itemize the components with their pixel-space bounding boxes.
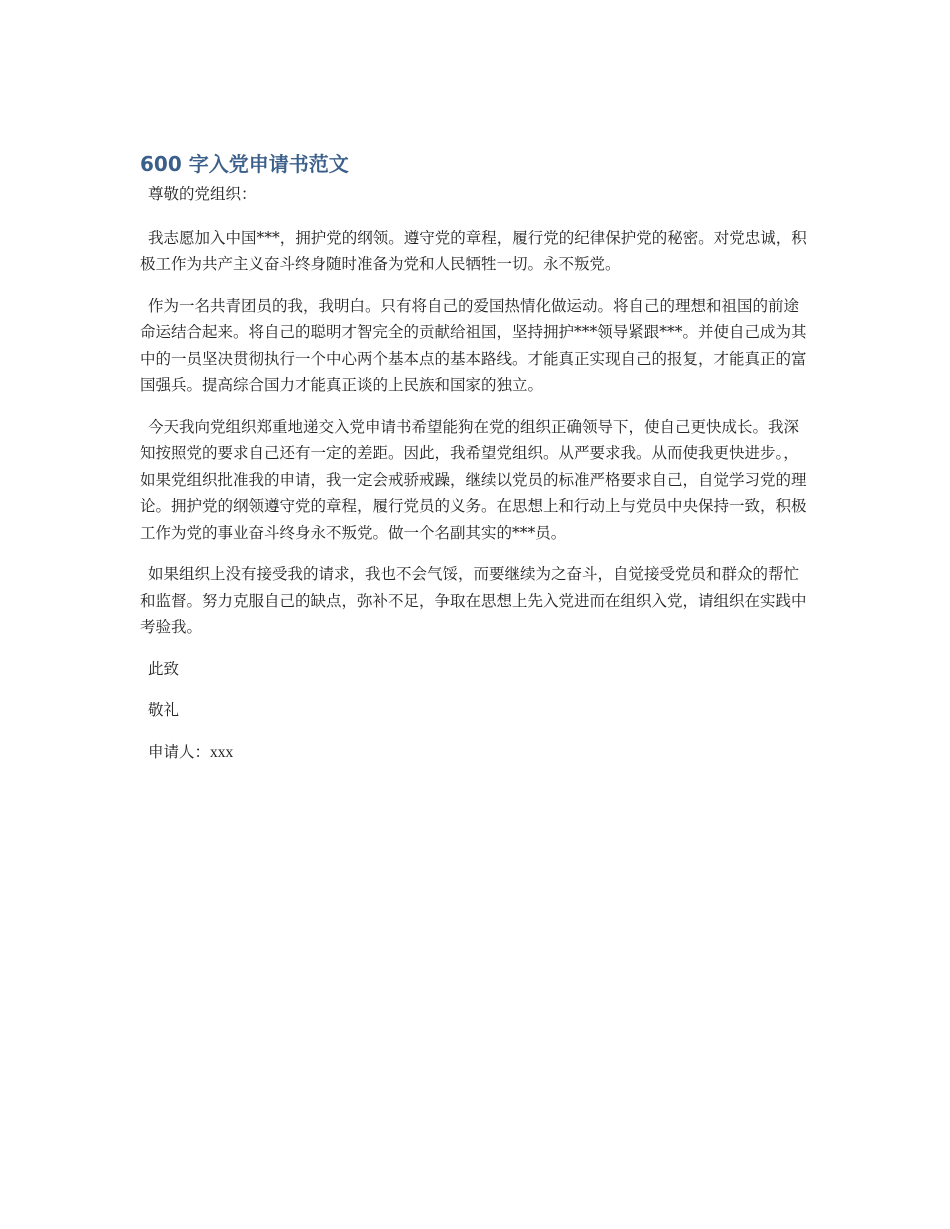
document-page (140, 150, 812, 781)
closing-cizhi: 此致 (148, 659, 180, 678)
signature-line (140, 739, 812, 767)
closing-jingli: 敬礼 (148, 701, 180, 719)
signer-name: xxx (210, 743, 234, 761)
salutation: 尊敬的党组织： (148, 185, 257, 203)
paragraph-4: 如果组织上没有接受我的请求，我也不会气馁，而要继续为之奋斗，自觉接受党员和群众的帮忙和监督。努力克服自己的缺点，弥补不足，争取在思想上先入党进而在组织入党，请组织在实践中考验我。 (140, 565, 807, 636)
paragraph-2: 作为一名共青团员的我，我明白。只有将自己的爱国热情化做运动。将自己的理想和祖国的前途命运结合起来。将自己的聪明才智完全的贡献给祖国，坚持拥护***领导紧跟***。并使自己成为其中的一员坚决贯彻执行一个中心两个基本点的基本路线。才能真正实现自己的报复，才能真正的富国强兵。提高综合国力才能真正谈的上民族和国家的独立。 (140, 296, 807, 394)
signer-label: 申请人： (148, 742, 211, 761)
paragraph-3: 今天我向党组织郑重地递交入党申请书希望能狗在党的组织正确领导下，使自己更快成长。我深知按照党的要求自己还有一定的差距。因此，我希望党组织。从严要求我。从而使我更快进步。，如果党组织批准我的申请，我一定会戒骄戒躁，继续以党员的标准严格要求自己，自觉学习党的理论。拥护党的纲领遵守党的章程，履行党员的义务。在思想上和行动上与党员中央保持一致，积极工作为党的事业奋斗终身永不叛党。做一个名副其实的***员。 (140, 417, 807, 542)
paragraph-1: 我志愿加入中国***，拥护党的纲领。遵守党的章程，履行党的纪律保护党的秘密。对党忠诚，积极工作为共产主义奋斗终身随时准备为党和人民牺牲一切。永不叛党。 (140, 228, 807, 273)
document-title: 600 字入党申请书范文 (140, 152, 349, 176)
